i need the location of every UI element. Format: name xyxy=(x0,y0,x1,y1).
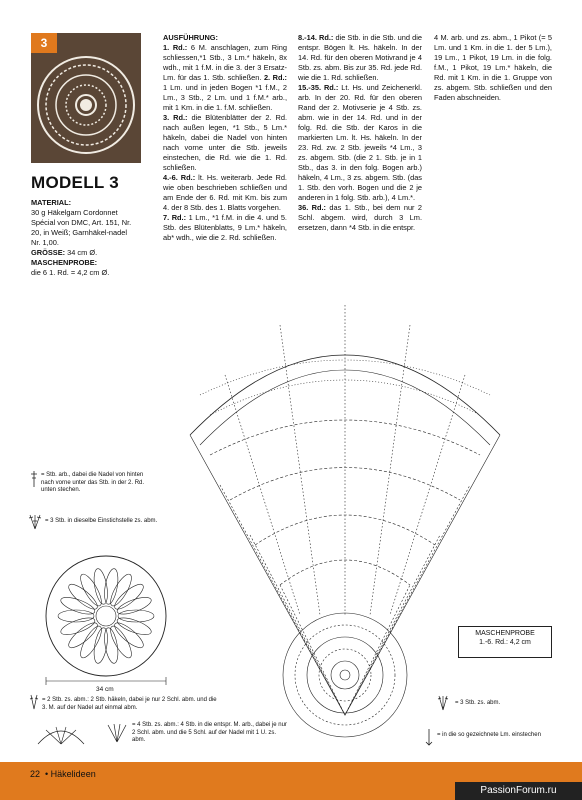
round-8-14-label: 8.-14. Rd.: xyxy=(298,33,334,42)
rosette-diameter: 34 cm xyxy=(96,686,114,693)
legend-three-stb-icon xyxy=(28,513,42,536)
instructions-col-3 xyxy=(434,33,552,103)
round-2-text: 1 Lm. und in jeden Bogen *1 f.M., 2 Lm., 3 Stb., 2 Lm. und 1 f.M.* arb., mit 1 Km. in die 1. f.M. schließen. xyxy=(163,83,287,112)
page-number: 22 xyxy=(30,769,41,779)
round-15-35-text: Lt. Hs. und Zeichenerkl. arb. In der 20. Rd. für den oberen Rand der 2. Motivserie je 4 Stb. zs. abm. wie in der 14. Rd. und in der folg. Rd. die Stb. der Karos in die markierten Lm. lt. Hs. häkeln. In der 23. Rd. zw. 2 Stb. jeweils *4 Lm., 3 zs. abgem. Stb. (die 2 1. Stb. je in 1 Stb., das 3. in den folg. Bogen arb.) häkeln, 4 Lm., 3 zs. abgem. Stb. (das 1. Stb. den vorh. Bogen und die 2 je anderen in 1 folg. Stb. arb.), 4 Lm.*. xyxy=(298,83,422,202)
round-7-label: 7. Rd.: xyxy=(163,213,187,222)
round-7-text: 1 Lm., *1 f.M. in die 4. und 5. Stb. des Blütenblatts, 9 Lm.* häkeln, ab* wdh., wie die 2. Rd. schließen. xyxy=(163,213,287,242)
instructions-col-2 xyxy=(298,33,422,233)
instructions-heading: AUSFÜHRUNG: xyxy=(163,33,219,42)
rosette-diagram xyxy=(36,551,176,691)
model-title: MODELL 3 xyxy=(31,173,120,192)
legend-two-stb-icon xyxy=(28,693,40,716)
legend-marked-lm: = in die so gezeichnete Lm. einstechen xyxy=(437,732,541,738)
round-8-14-text: die Stb. in die Stb. und die entspr. Bögen lt. Hs. häkeln. In der 14. Rd. für den oberen Motivrand je 4 Stb. zs. abm. Bis zur 35. Rd. jede Rd. wie die 1. Rd. schließen. xyxy=(298,33,422,82)
round-36-continued-text: 4 M. arb. und zs. abm., 1 Pikot (= 5 Lm. und 1 Km. in die 1. der 5 Lm.), 19 Lm., 1 Pikot, 19 Lm. in die folg. f.M., 1 Pikot, 19 Lm.* häkeln, die Rd. mit 1 Km. in die 1. Gruppe von zs. abgem. Stb. schließen und den Faden abschneiden. xyxy=(434,33,552,102)
rosette-petal xyxy=(59,594,97,618)
round-2-label: 2. Rd.: xyxy=(263,73,287,82)
legend-three-stb: = 3 Stb. in dieselbe Einstichstelle zs. abm. xyxy=(45,518,158,524)
size-value: 34 cm Ø. xyxy=(67,248,98,257)
round-15-35-label: 15.-35. Rd.: xyxy=(298,83,339,92)
footer-text: 22 • Häkelideen xyxy=(30,769,96,779)
rosette-petal xyxy=(58,610,94,622)
doily-photo xyxy=(31,33,141,163)
gauge-value: die 6 1. Rd. = 4,2 cm Ø. xyxy=(31,268,110,277)
legend-four-stb: = 4 Stb. zs. abm.: 4 Stb. in die entspr. M. arb., dabei je nur 2 Schl. abm. und die 5 Schl. auf der Nadel mit 1 U. zs. abm. xyxy=(132,722,287,743)
round-36-text: das 1. Stb., bei dem nur 2 Schl. abgem. wird, durch 3 Lm. ersetzen, dann *4 Stb. in die entspr. xyxy=(298,203,422,232)
model-number-badge: 3 xyxy=(31,33,57,53)
rosette-petal xyxy=(115,594,153,618)
legend-arch-icon xyxy=(36,724,86,751)
legend-marked-lm-icon xyxy=(424,728,434,751)
gauge-box xyxy=(458,626,552,658)
round-4-6-text: lt. Hs. weiterarb. Jede Rd. wie oben beschrieben schließen und am Ende der 6. Rd. mit Km. bis zum 4. der 8 Stb. des 1. Blatts vorgehen. xyxy=(163,173,287,212)
material-text: 30 g Häkelgarn Cordonnet Spécial von DMC, Art. 151, Nr. 20, in Weiß; Garnhäkel-nadel Nr. 1,00. xyxy=(31,208,132,247)
legend-stb-behind: = Stb. arb., dabei die Nadel von hinten nach vorne unter das Stb. in der 2. Rd. unten stechen. xyxy=(41,472,145,493)
gauge-box-title: MASCHENPROBE xyxy=(475,630,535,637)
instructions-col-1 xyxy=(163,33,287,243)
magazine-name: Häkelideen xyxy=(50,769,96,779)
legend-three-stb-right-icon xyxy=(436,694,450,717)
rosette-petal xyxy=(118,610,154,622)
gauge-heading: MASCHENPROBE: xyxy=(31,258,98,267)
round-3-label: 3. Rd.: xyxy=(163,113,188,122)
round-4-6-label: 4.-6. Rd.: xyxy=(163,173,196,182)
legend-four-stb-icon xyxy=(105,722,129,749)
legend-two-stb: = 2 Stb. zs. abm.: 2 Stb. häkeln, dabei je nur 2 Schl. abm. und die 3. M. auf der Nadel auf einmal abm. xyxy=(42,697,217,711)
round-3-text: die Blütenblätter der 2. Rd. nach außen legen, *1 Stb., 5 Lm.* häkeln, dabei die Nadel von hinten nach vorne unter die Stb. jeweils einstechen, die Rd. wie die 1. Rd. schließen. xyxy=(163,113,288,172)
rosette-petal xyxy=(115,614,153,638)
rosette-petal xyxy=(59,614,97,638)
legend-three-stb-right: = 3 Stb. zs. abm. xyxy=(455,700,501,706)
forum-watermark: PassionForum.ru xyxy=(455,782,582,800)
round-1-label: 1. Rd.: xyxy=(163,43,188,52)
material-heading: MATERIAL: xyxy=(31,198,72,207)
round-36-label: 36. Rd.: xyxy=(298,203,327,212)
legend-stb-icon xyxy=(30,470,38,493)
crochet-chart xyxy=(180,285,510,750)
gauge-box-value: 1.-6. Rd.: 4,2 cm xyxy=(479,639,531,646)
size-label: GRÖSSE: xyxy=(31,248,66,257)
round-1-text: 6 M. anschlagen, zum Ring schliessen,*1 Stb., 3 Lm.* häkeln, 8x wdh., mit 1 f.M. in die 3. der 3 Ersatz-Lm. für das 1. Stb. schließen. xyxy=(163,43,287,82)
material-section xyxy=(31,198,136,278)
